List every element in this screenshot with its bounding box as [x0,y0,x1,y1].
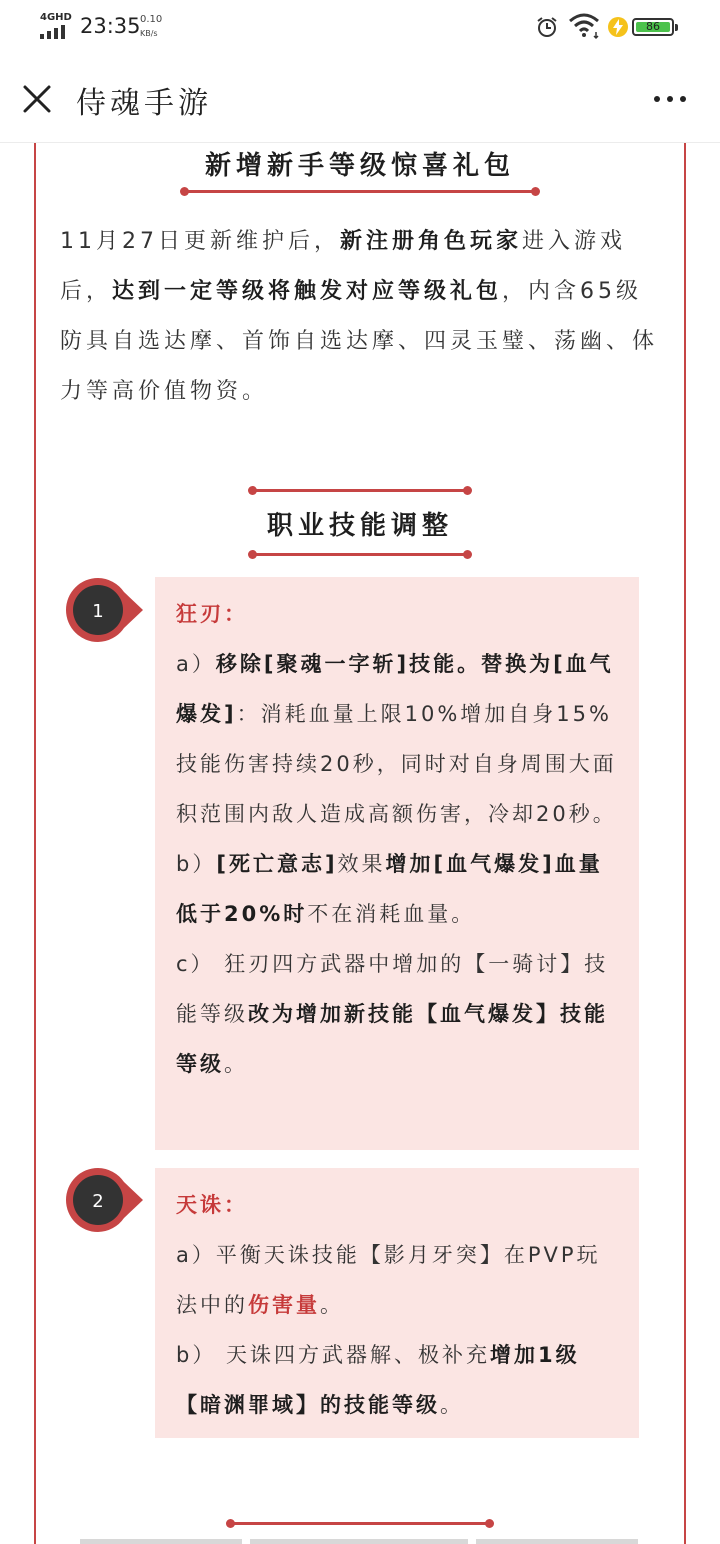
item-text: 效果 [337,852,386,876]
item-text: 。 [440,1393,464,1417]
card-item-b [176,1330,622,1430]
gift-description [60,217,664,417]
card-body [176,589,622,1089]
item-text: c） 狂刃四方武器中增加的【一骑讨】技能等级 [176,952,609,1026]
frame-border-right [684,143,686,1544]
alarm-icon [536,16,558,38]
divider [232,1522,488,1525]
next-section-edge [476,1539,638,1544]
next-section-edge [250,1539,468,1544]
item-text: ：消耗血量上限10%增加自身15%技能伤害持续20秒，同时对自身周围大面积范围内敌人造成高额伤害，冷却20秒。 [176,702,617,826]
divider [254,489,466,492]
divider [254,553,466,556]
app-header [0,56,720,143]
speed-unit: KB/s [140,29,158,38]
gift-bold-2: 达到一定等级将触发对应等级礼包 [112,279,503,304]
item-text: b） 天诛四方武器解、极补充 [176,1343,491,1367]
page-title: 侍魂手游 [76,86,212,121]
card-heading: 天诛： [176,1193,248,1217]
card-item-a [176,1230,622,1330]
network-type: 4GHD [40,12,72,23]
card-item-c [176,939,622,1089]
item-highlight: 伤害量 [248,1293,320,1317]
item-bold: [死亡意志] [216,852,338,876]
status-bar [0,0,720,56]
card-item-b [176,839,622,939]
skill-card-kuangren [155,577,639,1150]
gift-text-3: ，内含65级防具自选达摩、首饰自选达摩、四灵玉璧、荡幽、体力等高价值物资。 [60,279,659,404]
charging-icon [607,16,629,38]
frame-border-left [34,143,36,1544]
item-bold: 改为增加新技能【血气爆发】技能等级 [176,1002,608,1076]
item-bold: 增加[血气爆发]血量低于20%时 [176,852,603,926]
battery-level: 86 [646,20,660,33]
gift-bold-1: 新注册角色玩家 [340,229,523,254]
section-title-gift: 新增新手等级惊喜礼包 [204,151,515,181]
item-prefix: a） [176,652,216,676]
gift-text-2: 进入游戏后， [60,229,627,304]
item-bold: 增加1级【暗渊罪域】的技能等级 [176,1343,580,1417]
item-text: a）平衡天诛技能【影月牙突】在PVP玩法中的 [176,1243,601,1317]
speed-value: 0.10 [140,14,163,25]
item-text: 不在消耗血量。 [307,902,476,926]
wifi-icon [568,12,602,40]
number-badge [66,578,146,642]
close-icon[interactable] [20,82,54,116]
item-text: 。 [320,1293,344,1317]
article-content [0,143,720,1544]
card-body [176,1180,622,1430]
item-bold: 移除[聚魂一字斩]技能。替换为[血气爆发] [176,652,614,726]
skill-card-tianzhu [155,1168,639,1438]
section-title-skill: 职业技能调整 [266,511,453,541]
badge-number: 2 [92,1191,104,1212]
card-item-a [176,639,622,839]
number-badge [66,1168,146,1232]
item-prefix: b） [176,852,217,876]
badge-number: 1 [92,601,104,622]
next-section-edge [80,1539,242,1544]
gift-text-1: 11月27日更新维护后， [60,229,340,254]
divider [186,190,534,193]
signal-icon [40,25,72,39]
clock: 23:35 [80,14,141,38]
card-heading: 狂刃： [176,602,248,626]
battery-icon [632,18,674,36]
more-icon[interactable] [652,94,688,104]
item-text: 。 [224,1052,248,1076]
network-speed [140,13,162,41]
